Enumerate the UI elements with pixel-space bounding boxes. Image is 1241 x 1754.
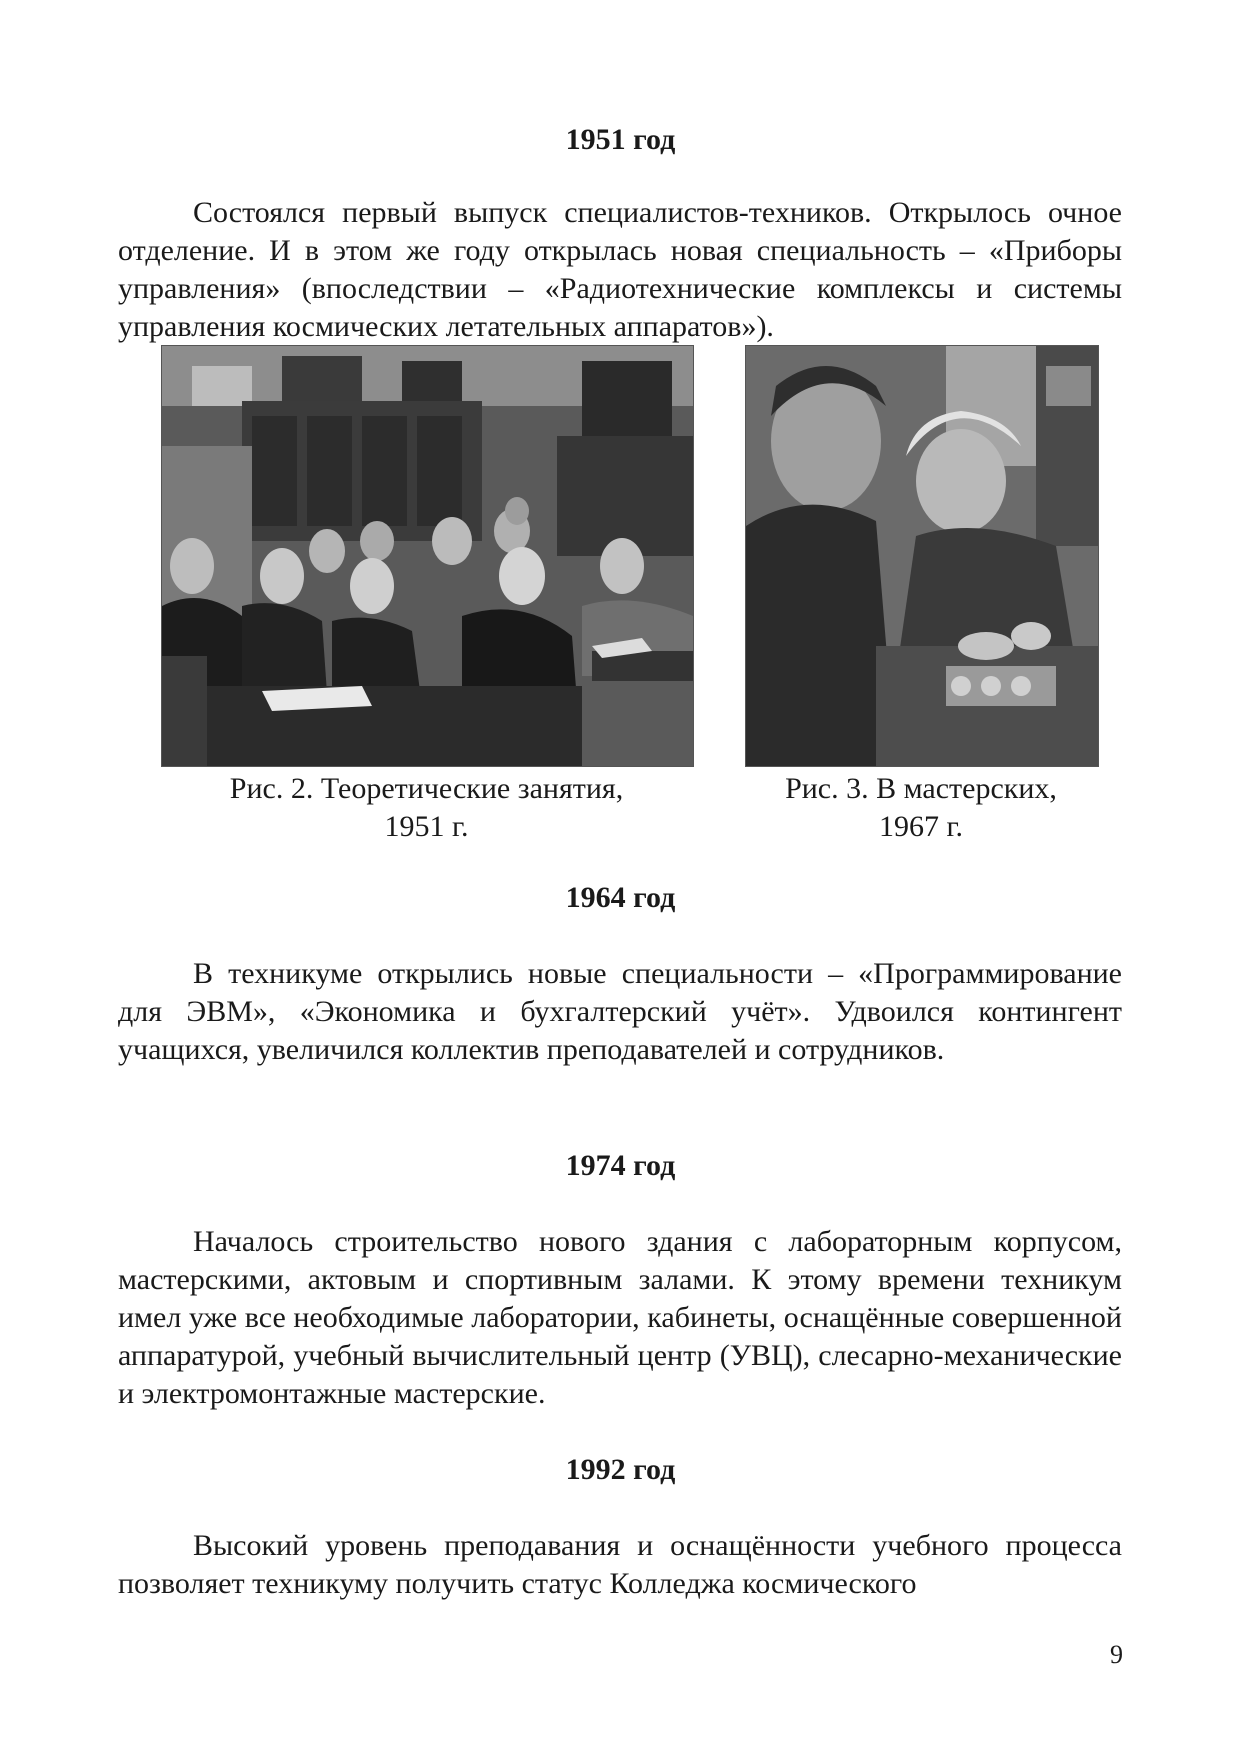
heading-1964: 1964 год bbox=[565, 881, 676, 914]
heading-1974: 1974 год bbox=[565, 1149, 676, 1182]
figure-3-caption-line-1: Рис. 3. В мастерских, bbox=[785, 772, 1057, 805]
figure-2-caption-line-1: Рис. 2. Теоретические занятия, bbox=[229, 772, 624, 805]
figure-3-caption-line-2: 1967 г. bbox=[879, 810, 963, 843]
heading-1992: 1992 год bbox=[565, 1453, 676, 1486]
figure-2-photo bbox=[161, 345, 694, 767]
figure-2-caption-line-2: 1951 г. bbox=[384, 810, 469, 843]
figure-3-photo bbox=[745, 345, 1099, 767]
paragraph-1951: Состоялся первый выпуск специалистов-техников. Открылось очное отделение. И в этом же году открылась новая специальность – «Приборы управления» (впоследствии – «Радиотехнические комплексы и системы управления космических летательных аппаратов»). bbox=[118, 196, 1122, 343]
paragraph-1974: Началось строительство нового здания с лабораторным корпусом, мастерскими, актовым и спортивным залами. К этому времени техникум имел уже все необходимые лаборатории, кабинеты, оснащённые совершенной аппаратурой, учебный вычислительный центр (УВЦ), слесарно-механические и электромонтажные мастерские. bbox=[118, 1225, 1122, 1410]
paragraph-1992: Высокий уровень преподавания и оснащённости учебного процесса позволяет техникуму получить статус Колледжа космического bbox=[118, 1529, 1122, 1600]
paragraph-1964: В техникуме открылись новые специальности – «Программирование для ЭВМ», «Экономика и бухгалтерский учёт». Удвоился контингент учащихся, увеличился коллектив преподавателей и сотрудников. bbox=[118, 957, 1122, 1066]
heading-1951: 1951 год bbox=[565, 123, 676, 156]
page-number: 9 bbox=[1110, 1640, 1123, 1669]
